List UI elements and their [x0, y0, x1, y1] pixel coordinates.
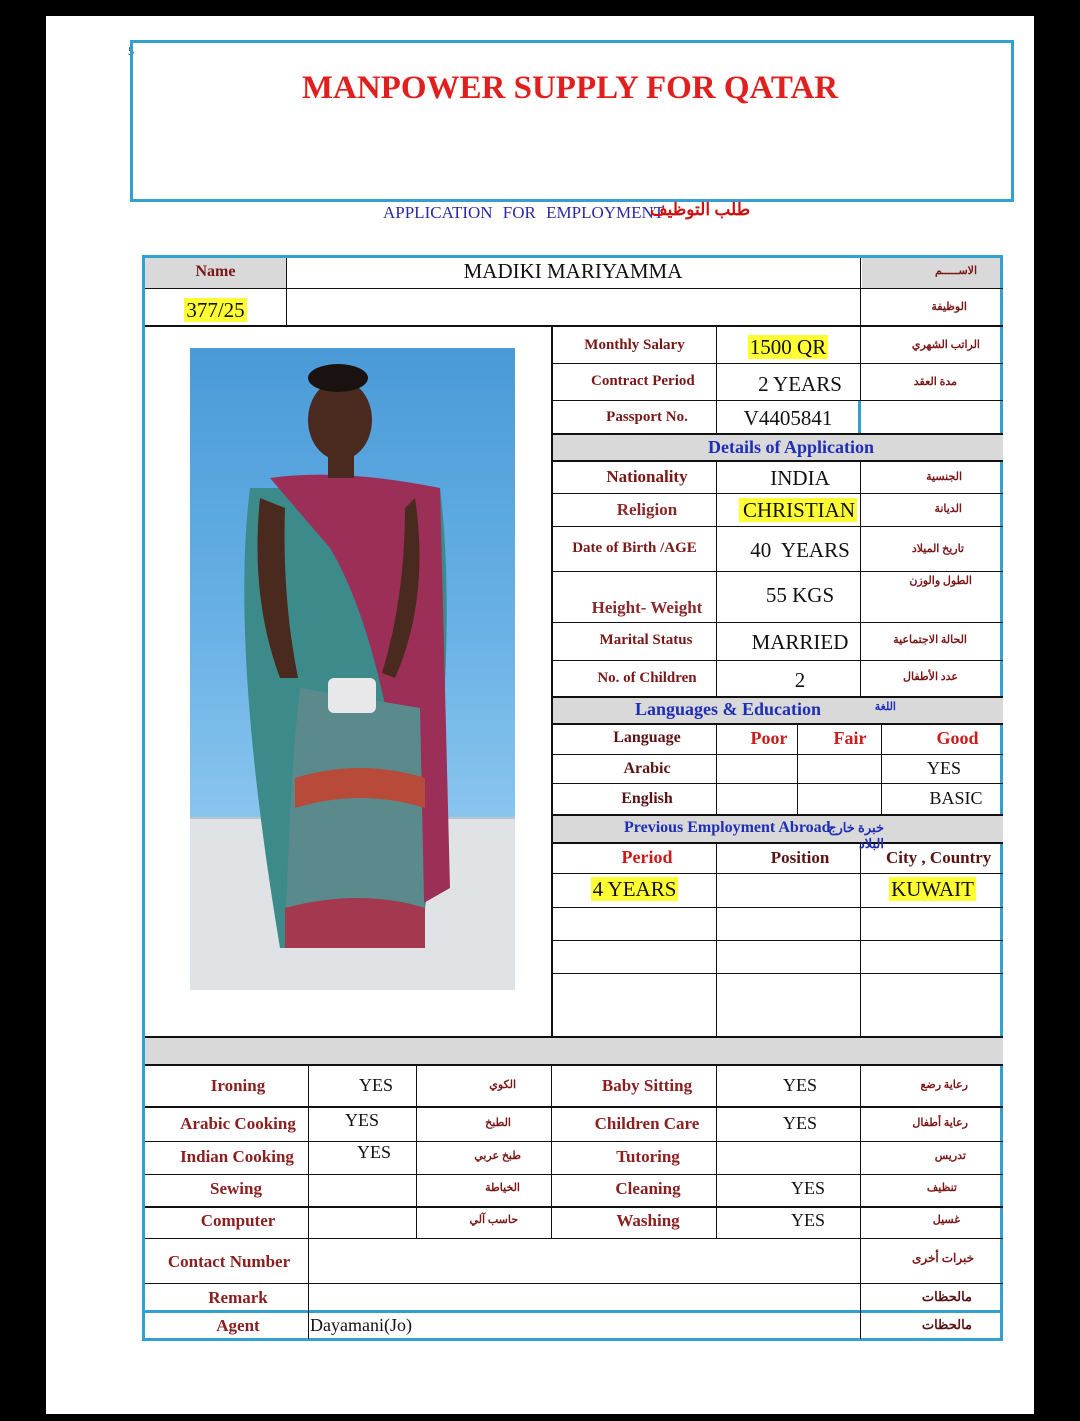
children-arabic: عدد الأطفال: [903, 671, 958, 683]
marital-status-value: MARRIED: [751, 630, 849, 654]
religion-arabic: الديانة: [934, 503, 962, 515]
language-header: Language: [613, 729, 681, 746]
ironing-value: YES: [358, 1075, 393, 1095]
page-title: MANPOWER SUPPLY FOR QATAR: [301, 70, 839, 106]
arabic-cooking-label: Arabic Cooking: [180, 1114, 296, 1133]
weight-value: 55 KGS: [765, 583, 835, 607]
good-header: Good: [936, 728, 979, 748]
sewing-arabic: الخياطة: [485, 1182, 520, 1194]
previous-employment-arabic: خبرة خارج البلاد: [828, 820, 884, 851]
city-country-header: City , Country: [886, 848, 992, 867]
english-good: BASIC: [929, 788, 983, 808]
skills-band: [145, 1038, 1003, 1064]
ironing-label: Ironing: [210, 1076, 266, 1095]
monthly-salary-arabic: الراتب الشهري: [911, 339, 980, 351]
washing-value: YES: [790, 1210, 825, 1230]
passport-label: Passport No.: [606, 409, 688, 425]
computer-label: Computer: [200, 1211, 276, 1230]
arabic-good: YES: [926, 758, 961, 778]
monthly-salary-value: 1500 QR: [749, 335, 827, 359]
baby-sitting-value: YES: [782, 1075, 817, 1095]
ironing-arabic: الكوي: [489, 1079, 516, 1091]
religion-label: Religion: [616, 500, 678, 519]
subtitle-arabic: طلب التوظيف: [650, 200, 751, 219]
cleaning-value: YES: [790, 1178, 825, 1198]
indian-cooking-arabic: طبخ عربي: [474, 1150, 521, 1162]
contact-number-label: Contact Number: [167, 1252, 291, 1271]
marital-status-label: Marital Status: [599, 632, 693, 648]
monthly-salary-label: Monthly Salary: [584, 337, 685, 353]
contact-arabic: خبرات أخرى: [911, 1251, 974, 1265]
baby-sitting-arabic: رعاية رضع: [920, 1079, 968, 1091]
indian-cooking-label: Indian Cooking: [180, 1147, 294, 1166]
children-care-label: Children Care: [594, 1114, 700, 1133]
fair-header: Fair: [833, 728, 867, 748]
nationality-label: Nationality: [606, 467, 688, 486]
reference-number: 377/25: [186, 298, 245, 322]
poor-header: Poor: [750, 728, 788, 748]
washing-label: Washing: [616, 1211, 680, 1230]
children-care-value: YES: [782, 1113, 817, 1133]
computer-arabic: حاسب آلي: [469, 1214, 518, 1226]
dob-label: Date of Birth /AGE: [572, 540, 697, 556]
name-label: Name: [195, 263, 236, 280]
age-value: 40 YEARS: [750, 538, 850, 562]
cleaning-label: Cleaning: [615, 1179, 681, 1198]
passport-value: V4405841: [743, 406, 833, 430]
children-care-arabic: رعاية أطفال: [912, 1117, 968, 1129]
baby-sitting-label: Baby Sitting: [601, 1076, 693, 1095]
header-box: [130, 40, 1014, 202]
subtitle: APPLICATION FOR EMPLOYMENT: [383, 203, 665, 222]
english-language: English: [621, 790, 673, 807]
agent-label: Agent: [216, 1316, 260, 1335]
cleaning-arabic: تنظيف: [926, 1182, 957, 1194]
indian-cooking-value: YES: [356, 1142, 391, 1162]
contract-period-arabic: مدة العقد: [913, 376, 957, 388]
nationality-value: INDIA: [770, 466, 830, 490]
previous-employment-title: Previous Employment Abroad: [624, 819, 831, 836]
languages-section-title: Languages & Education: [634, 699, 822, 719]
arabic-cooking-arabic: الطبخ: [485, 1117, 511, 1129]
religion-value: CHRISTIAN: [739, 498, 860, 523]
post-arabic: الوظيفة: [931, 301, 967, 313]
previous-period-value: 4 YEARS: [592, 877, 677, 901]
nationality-arabic: الجنسية: [926, 471, 962, 483]
previous-location-value: KUWAIT: [891, 877, 974, 901]
tutoring-label: Tutoring: [616, 1147, 680, 1166]
tutoring-arabic: تدريس: [934, 1150, 966, 1162]
children-value: 2: [794, 668, 806, 692]
name-arabic: الاســـــم: [935, 265, 977, 277]
sewing-label: Sewing: [210, 1179, 262, 1198]
height-weight-arabic: الطول والوزن: [909, 575, 972, 587]
remark-label: Remark: [208, 1288, 268, 1307]
agent-value: Dayamani(Jo): [310, 1315, 412, 1335]
arabic-language: Arabic: [623, 760, 671, 777]
marital-status-arabic: الحالة الاجتماعية: [893, 634, 967, 646]
candidate-name: MADIKI MARIYAMMA: [463, 259, 683, 283]
arabic-cooking-value: YES: [344, 1110, 379, 1130]
candidate-photo: [190, 348, 515, 990]
corner-mark: 5: [128, 44, 134, 58]
contract-period-value: 2 YEARS: [758, 372, 842, 396]
washing-arabic: غسيل: [932, 1214, 960, 1226]
details-section-title: Details of Application: [707, 437, 874, 457]
contract-period-label: Contract Period: [591, 373, 695, 389]
position-header: Position: [770, 848, 830, 867]
remark-arabic: مالحظات: [921, 1289, 972, 1304]
languages-arabic: اللغة: [874, 701, 896, 713]
agent-arabic: مالحظات: [921, 1317, 972, 1332]
children-label: No. of Children: [597, 670, 697, 686]
dob-arabic: تاريخ الميلاد: [911, 543, 964, 555]
period-header: Period: [621, 847, 673, 867]
height-weight-label: Height- Weight: [591, 598, 703, 617]
